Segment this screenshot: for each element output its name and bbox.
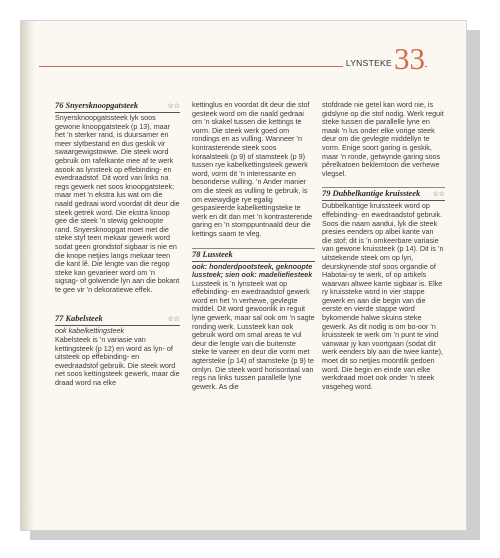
heading-rule-top xyxy=(322,187,445,188)
entry-text-continued: stofdrade nie getel kan word nie, is gidslyne op die stof nodig. Werk reguit steke tussen die parallelle lyne en maak ’n lus onder elke vorige steek deur om die gevlegte middellyn te vorm. Enige soort garing is geskik, maar ’n ronde, getwynde garing soos pêrelkatoen beklemtoon die verhewe vlegsel. xyxy=(322,100,444,178)
column-1 xyxy=(55,101,180,388)
entry-text-continued: kettinglus en voordat dit deur die stof gesteek word om die naald gedraai om ’n skakel tussen die kettings te vorm. Die steek werk goed om rondings en as vulling. Wanneer ’n kontrasterende steek soos koraalsteek (p 9) of stamsteek (p 9) tussen rye kabelkettingsteek gewerk word, vorm dit ’n interessante en besonderse vulling. ’n Ander manier om die steek as vulling te gebruik, is om ewewydige rye egalig gespasieerde kabelkettingsteke te werk en dit dan met ’n kontrasterende garing en ’n stomppuntnaald deur die kettings saam te vleg. xyxy=(192,100,313,238)
running-header xyxy=(39,41,427,76)
entry-heading xyxy=(192,250,315,260)
column-2 xyxy=(192,101,315,391)
entry-heading xyxy=(55,314,180,324)
column-3 xyxy=(322,101,445,391)
entry-text: Dubbelkantige kruissteek word op effebinding- en ewedraadstof gebruik. Soos die naam aandui, lyk die steek presies eenders op albei kante van die stof; dit is ’n omkeerbare variasie van gewone kruissteek (p 14). Dit is ’n uitstekende steek om op lyn, deurskynende stof soos organdie of Habotai-sy te werk, of op artikels waarvan altwee kante sigbaar is. Elke ry kruissteke word in vier stappe gewerk en aan die begin van die eerste en vierde stappe word bykomende halwe skuins steke gewerk. As dit nodig is om bo-oor ’n kruissteek te werk om ’n punt te vind vanwaar jy kan voortgaan (sodat dit werk eenders bly aan die twee kante), moet dit so netjies moontlik gedoen word. Die begin en einde van elke werkdraad moet ook onder ’n steek vasgeheg word. xyxy=(322,201,444,391)
difficulty-rating: ☆☆ xyxy=(167,102,180,110)
entry-title: 76 Snyersknoopgatsteek xyxy=(55,101,139,110)
entry-title: 77 Kabelsteek xyxy=(55,314,103,324)
entry-79 xyxy=(322,187,445,391)
entry-heading xyxy=(55,101,180,111)
entry-text: Snyersknoopgatssteek lyk soos gewone knoopgatsteek (p 13), maar het ’n sterker rand, is duursamer en meer slytbestand en dus geskik vir swaargewigstowwe. Die steek word gebruik om rafelkante mee af te werk asook as lynsteek op effebinding- en ewedraadstof. Dit word van links na regs gewerk net soos knoopgatsteek; maar met ’n ekstra lus wat om die naald gedraai word voordat dit deur die steek getrek word. Die ekstra knoop gee die steek ’n stewig geknoopte rand. Snyersknoopgat moet met die steke styf teen mekaar gewerk word sodat geen grondstof sigbaar is nie en die knope netjies langs mekaar teen die kant lê. Die lengte van die regop steke kan gevarieer word om ’n sigsag- of golwende lyn aan die bokant te gee vir ’n dekoratiewe effek. xyxy=(55,113,180,294)
heading-rule-top xyxy=(192,248,315,249)
entry-title: 79 Dubbelkantige kruissteek xyxy=(322,189,421,199)
entry-text: Kabelsteek is ’n variasie van kettingsteek (p 12) en word as lyn- of uitsteek op effebinding- en ewedraadstof gebruik. Die steek word net soos kettingsteek gewerk, maar die draad word na elke xyxy=(55,335,180,388)
entry-title: 78 Lussteek xyxy=(192,249,233,259)
entry-aka: ook: honderdpootsteek, geknoopte lussteek; sien ook: madeliefiesteek xyxy=(192,261,313,280)
entry-78 xyxy=(192,248,315,392)
difficulty-rating: ☆☆ xyxy=(167,315,180,324)
difficulty-rating: ☆☆ xyxy=(432,190,445,199)
section-name: LYNSTEKE xyxy=(343,58,395,68)
book-page xyxy=(20,20,467,531)
entry-heading xyxy=(322,189,445,199)
page-number: 33 xyxy=(394,41,425,76)
entry-aka: ook kabelkettingsteek xyxy=(55,326,125,336)
entry-text: Lussteek is ’n lynsteek wat op effebinding- en ewedraadstof gewerk word en het ’n verhewe, gevlegte middel. Dit word gewoonlik in reguit lyne gewerk, maar sal ook om ’n sagte ronding werk. Lussteek kan ook gebruik word om smal areas te vul deur die lengte van die buitenste steke te vareer en deur die vorm met agtersteke (p 14) of stamsteke (p 9) te omlyn. Die steek word horisontaal van regs na links tussen parallelle lyne gewerk. As die xyxy=(192,278,315,391)
entry-77 xyxy=(55,314,180,387)
entry-76 xyxy=(55,101,180,294)
